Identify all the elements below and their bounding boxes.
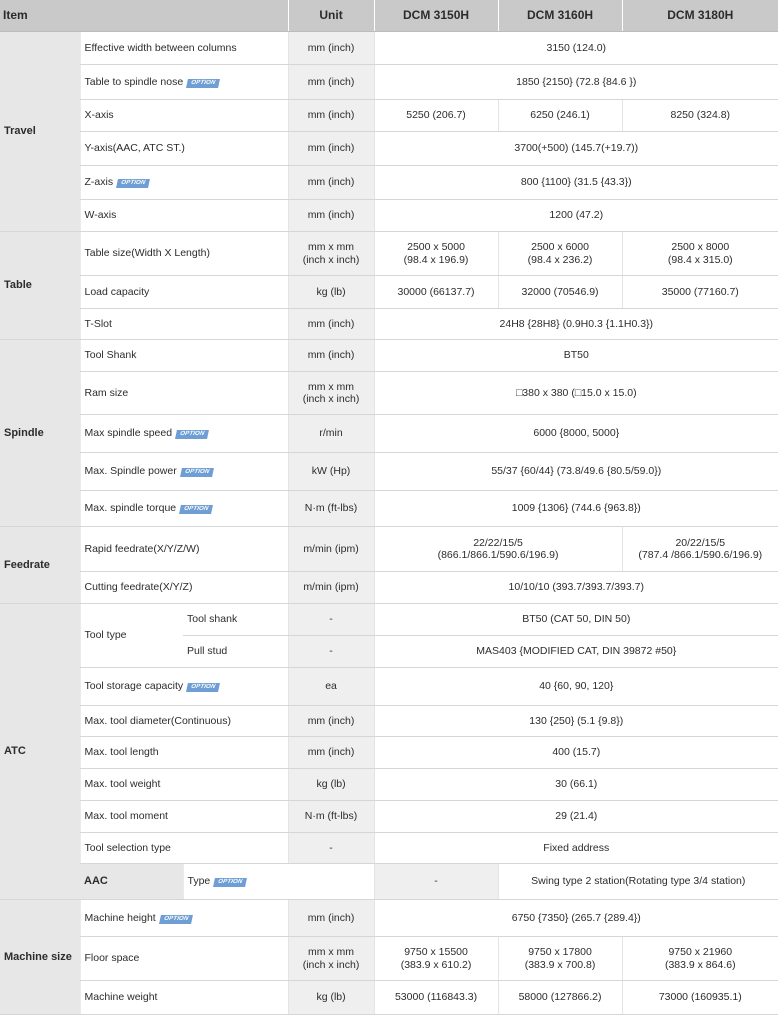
spec-row [0,864,778,900]
spec-row [0,65,778,100]
category-feedrate: Feedrate [0,527,80,604]
spec-value: 130 {250} (5.1 {9.8}) [374,706,778,737]
spec-value: 10/10/10 (393.7/393.7/393.7) [374,572,778,604]
spec-unit: N·m (ft-lbs) [288,801,374,833]
spec-value: 40 {60, 90, 120} [374,668,778,706]
spec-unit: mm (inch) [288,309,374,340]
spec-row [0,100,778,132]
spec-value: 29 (21.4) [374,801,778,833]
option-badge: OPTION [116,179,150,188]
spec-row [0,737,778,769]
header-model-2: DCM 3160H [498,0,622,32]
header-item: Item [0,0,288,32]
spec-value: 3150 (124.0) [374,32,778,65]
spec-subname: Tool shank [183,604,288,636]
spec-row [0,937,778,981]
spec-unit: - [288,636,374,668]
spec-unit: mm x mm (inch x inch) [288,232,374,276]
spec-unit: - [288,833,374,864]
spec-unit: mm (inch) [288,900,374,937]
spec-name: Floor space [80,937,288,981]
spec-value: 2500 x 8000 (98.4 x 315.0) [622,232,778,276]
spec-value: BT50 (CAT 50, DIN 50) [374,604,778,636]
spec-row [0,900,778,937]
spec-row [0,801,778,833]
option-badge: OPTION [180,468,214,477]
spec-value: Fixed address [374,833,778,864]
spec-unit: mm x mm (inch x inch) [288,937,374,981]
spec-name: Z-axis OPTION [80,166,288,200]
spec-name: Max spindle speed OPTION [80,415,288,453]
spec-unit: mm (inch) [288,200,374,232]
spec-row [0,706,778,737]
spec-unit: - [374,864,498,900]
spec-name: Max. tool length [80,737,288,769]
spec-name: Max. tool diameter(Continuous) [80,706,288,737]
spec-row [0,981,778,1015]
spec-row [0,232,778,276]
category-machine-size: Machine size [0,900,80,1015]
spec-value: 1009 {1306} (744.6 {963.8}) [374,491,778,527]
category-travel: Travel [0,32,80,232]
category-aac: AAC [80,864,183,900]
spec-row [0,200,778,232]
spec-unit: mm (inch) [288,706,374,737]
spec-name: Y-axis(AAC, ATC ST.) [80,132,288,166]
spec-row [0,527,778,572]
spec-unit: mm x mm (inch x inch) [288,372,374,415]
spec-name: Max. tool moment [80,801,288,833]
spec-value: 8250 (324.8) [622,100,778,132]
spec-value: □380 x 380 (□15.0 x 15.0) [374,372,778,415]
spec-value: MAS403 {MODIFIED CAT, DIN 39872 #50} [374,636,778,668]
spec-value: 1850 {2150} (72.8 {84.6 }) [374,65,778,100]
spec-row [0,604,778,636]
spec-row [0,453,778,491]
spec-unit: m/min (ipm) [288,572,374,604]
spec-value: 3700(+500) (145.7(+19.7)) [374,132,778,166]
spec-row [0,415,778,453]
spec-name: Max. tool weight [80,769,288,801]
spec-value: 32000 (70546.9) [498,276,622,309]
spec-value: 35000 (77160.7) [622,276,778,309]
spec-unit: kW (Hp) [288,453,374,491]
spec-name: W-axis [80,200,288,232]
spec-row [0,491,778,527]
spec-unit: - [288,604,374,636]
spec-subname: Pull stud [183,636,288,668]
spec-name: Cutting feedrate(X/Y/Z) [80,572,288,604]
spec-row [0,340,778,372]
spec-name: Machine height OPTION [80,900,288,937]
spec-value: 30 (66.1) [374,769,778,801]
option-badge: OPTION [213,878,247,887]
spec-name: X-axis [80,100,288,132]
spec-value: 9750 x 17800 (383.9 x 700.8) [498,937,622,981]
spec-name: Effective width between columns [80,32,288,65]
option-badge: OPTION [179,505,213,514]
category-atc: ATC [0,604,80,900]
spec-unit: kg (lb) [288,276,374,309]
spec-unit: mm (inch) [288,737,374,769]
spec-unit: mm (inch) [288,100,374,132]
spec-row [0,769,778,801]
spec-name: Machine weight [80,981,288,1015]
spec-unit: kg (lb) [288,981,374,1015]
spec-name: Max. spindle torque OPTION [80,491,288,527]
header-unit: Unit [288,0,374,32]
header-model-3: DCM 3180H [622,0,778,32]
spec-name: Tool Shank [80,340,288,372]
spec-value: 9750 x 15500 (383.9 x 610.2) [374,937,498,981]
option-badge: OPTION [175,430,209,439]
spec-name: Rapid feedrate(X/Y/Z/W) [80,527,288,572]
spec-value: 400 (15.7) [374,737,778,769]
spec-unit: r/min [288,415,374,453]
spec-value: 73000 (160935.1) [622,981,778,1015]
spec-value: BT50 [374,340,778,372]
spec-name: T-Slot [80,309,288,340]
spec-row [0,372,778,415]
spec-value: 58000 (127866.2) [498,981,622,1015]
spec-name: Ram size [80,372,288,415]
option-badge: OPTION [186,79,220,88]
spec-value: 6250 (246.1) [498,100,622,132]
spec-row [0,276,778,309]
spec-unit: m/min (ipm) [288,527,374,572]
spec-value: 20/22/15/5 (787.4 /866.1/590.6/196.9) [622,527,778,572]
spec-value: 6750 {7350} (265.7 {289.4}) [374,900,778,937]
spec-unit: mm (inch) [288,132,374,166]
spec-unit: ea [288,668,374,706]
spec-value: 55/37 {60/44} (73.8/49.6 {80.5/59.0}) [374,453,778,491]
spec-name: Tool storage capacity OPTION [80,668,288,706]
spec-name: Type OPTION [183,864,374,900]
spec-value: 1200 (47.2) [374,200,778,232]
category-spindle: Spindle [0,340,80,527]
spec-value: 2500 x 6000 (98.4 x 236.2) [498,232,622,276]
header-model-1: DCM 3150H [374,0,498,32]
spec-row [0,668,778,706]
spec-row [0,166,778,200]
category-table: Table [0,232,80,340]
spec-unit: mm (inch) [288,340,374,372]
spec-name: Tool selection type [80,833,288,864]
spec-row [0,32,778,65]
spec-value: Swing type 2 station(Rotating type 3/4 station) [498,864,778,900]
spec-name: Table size(Width X Length) [80,232,288,276]
spec-name: Max. Spindle power OPTION [80,453,288,491]
spec-unit: mm (inch) [288,65,374,100]
spec-value: 2500 x 5000 (98.4 x 196.9) [374,232,498,276]
option-badge: OPTION [186,683,220,692]
spec-value: 53000 (116843.3) [374,981,498,1015]
spec-unit: mm (inch) [288,166,374,200]
spec-unit: mm (inch) [288,32,374,65]
spec-value: 9750 x 21960 (383.9 x 864.6) [622,937,778,981]
spec-unit: kg (lb) [288,769,374,801]
spec-row [0,833,778,864]
spec-name: Load capacity [80,276,288,309]
spec-name: Table to spindle nose OPTION [80,65,288,100]
header-row [0,0,778,32]
spec-row [0,572,778,604]
spec-name: Tool type [80,604,183,668]
spec-value: 5250 (206.7) [374,100,498,132]
option-badge: OPTION [159,915,193,924]
spec-unit: N·m (ft-lbs) [288,491,374,527]
spec-row [0,309,778,340]
spec-value: 30000 (66137.7) [374,276,498,309]
spec-row [0,132,778,166]
spec-value: 6000 {8000, 5000} [374,415,778,453]
spec-value: 22/22/15/5 (866.1/866.1/590.6/196.9) [374,527,622,572]
spec-value: 24H8 {28H8} (0.9H0.3 {1.1H0.3}) [374,309,778,340]
spec-value: 800 {1100} (31.5 {43.3}) [374,166,778,200]
